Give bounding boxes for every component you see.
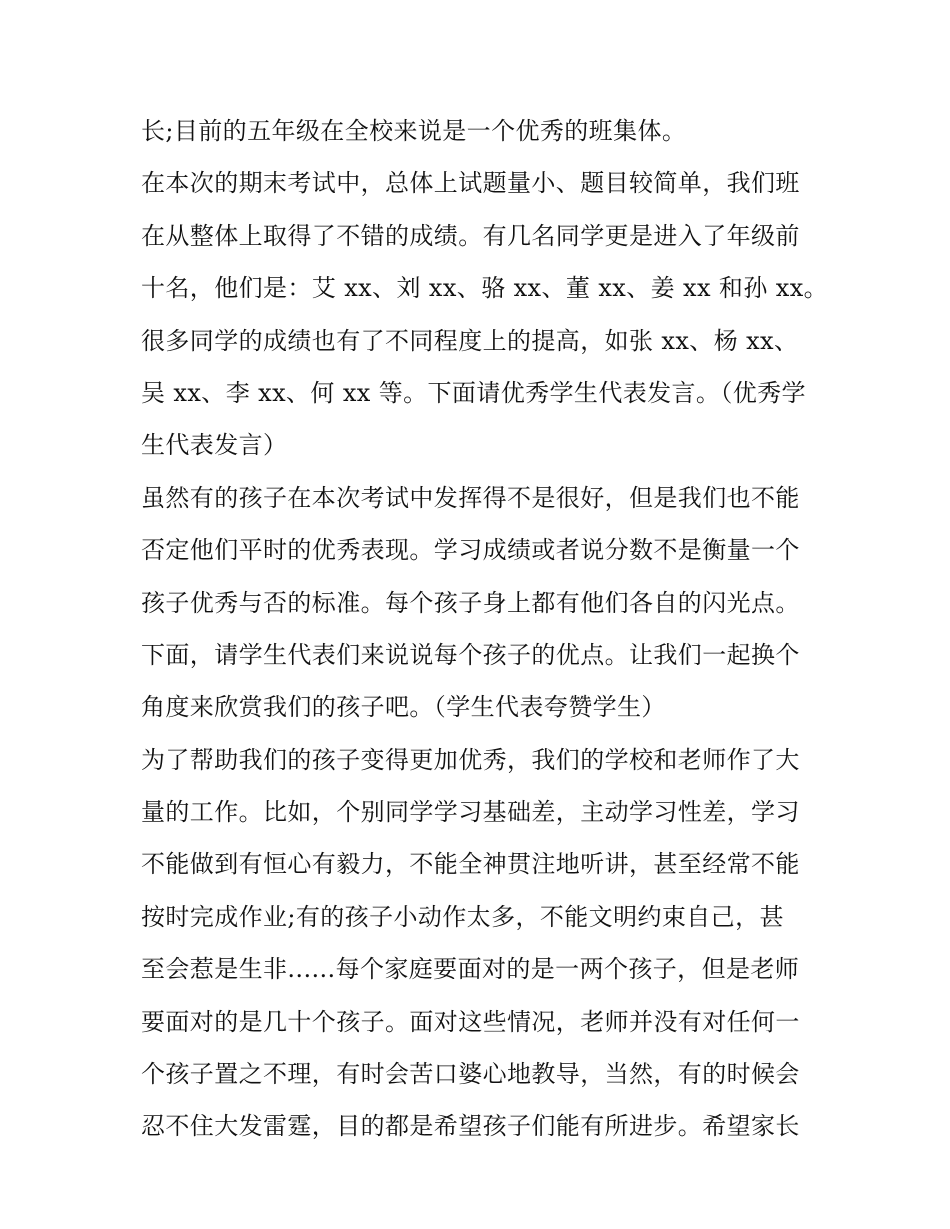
text-line-14: 量的工作。比如，个别同学学习基础差，主动学习性差，学习 xyxy=(141,798,800,827)
text-line-9: 否定他们平时的优秀表现。学习成绩或者说分数不是衡量一个 xyxy=(141,536,800,565)
text-line-17: 至会惹是生非......每个家庭要面对的是一两个孩子，但是老师 xyxy=(141,955,800,984)
text-line-2: 在本次的期末考试中，总体上试题量小、题目较简单，我们班 xyxy=(141,169,800,198)
text-line-8: 虽然有的孩子在本次考试中发挥得不是很好，但是我们也不能 xyxy=(141,483,800,512)
document-body xyxy=(141,105,829,1153)
text-line-7: 生代表发言） xyxy=(141,431,288,460)
text-line-15: 不能做到有恒心有毅力，不能全神贯注地听讲，甚至经常不能 xyxy=(141,850,800,879)
text-line-12: 角度来欣赏我们的孩子吧。（学生代表夸赞学生） xyxy=(141,693,666,722)
text-line-4: 十名，他们是：艾 xx、刘 xx、骆 xx、董 xx、姜 xx 和孙 xx。 xyxy=(141,274,829,303)
text-line-20: 忍不住大发雷霆，目的都是希望孩子们能有所进步。希望家长 xyxy=(141,1112,800,1141)
text-line-19: 个孩子置之不理，有时会苦口婆心地教导，当然，有的时候会 xyxy=(141,1060,800,1089)
text-line-18: 要面对的是几十个孩子。面对这些情况，老师并没有对任何一 xyxy=(141,1007,800,1036)
text-line-5: 很多同学的成绩也有了不同程度上的提高，如张 xx、杨 xx、 xyxy=(141,326,799,355)
text-line-3: 在从整体上取得了不错的成绩。有几名同学更是进入了年级前 xyxy=(141,221,800,250)
text-line-13: 为了帮助我们的孩子变得更加优秀，我们的学校和老师作了大 xyxy=(141,745,800,774)
text-line-10: 孩子优秀与否的标准。每个孩子身上都有他们各自的闪光点。 xyxy=(141,588,800,617)
text-line-16: 按时完成作业;有的孩子小动作太多，不能文明约束自己，甚 xyxy=(141,902,784,931)
text-line-6: 吴 xx、李 xx、何 xx 等。下面请优秀学生代表发言。（优秀学 xyxy=(141,378,806,407)
text-line-1: 长;目前的五年级在全校来说是一个优秀的班集体。 xyxy=(141,117,687,145)
text-line-11: 下面，请学生代表们来说说每个孩子的优点。让我们一起换个 xyxy=(141,640,800,669)
